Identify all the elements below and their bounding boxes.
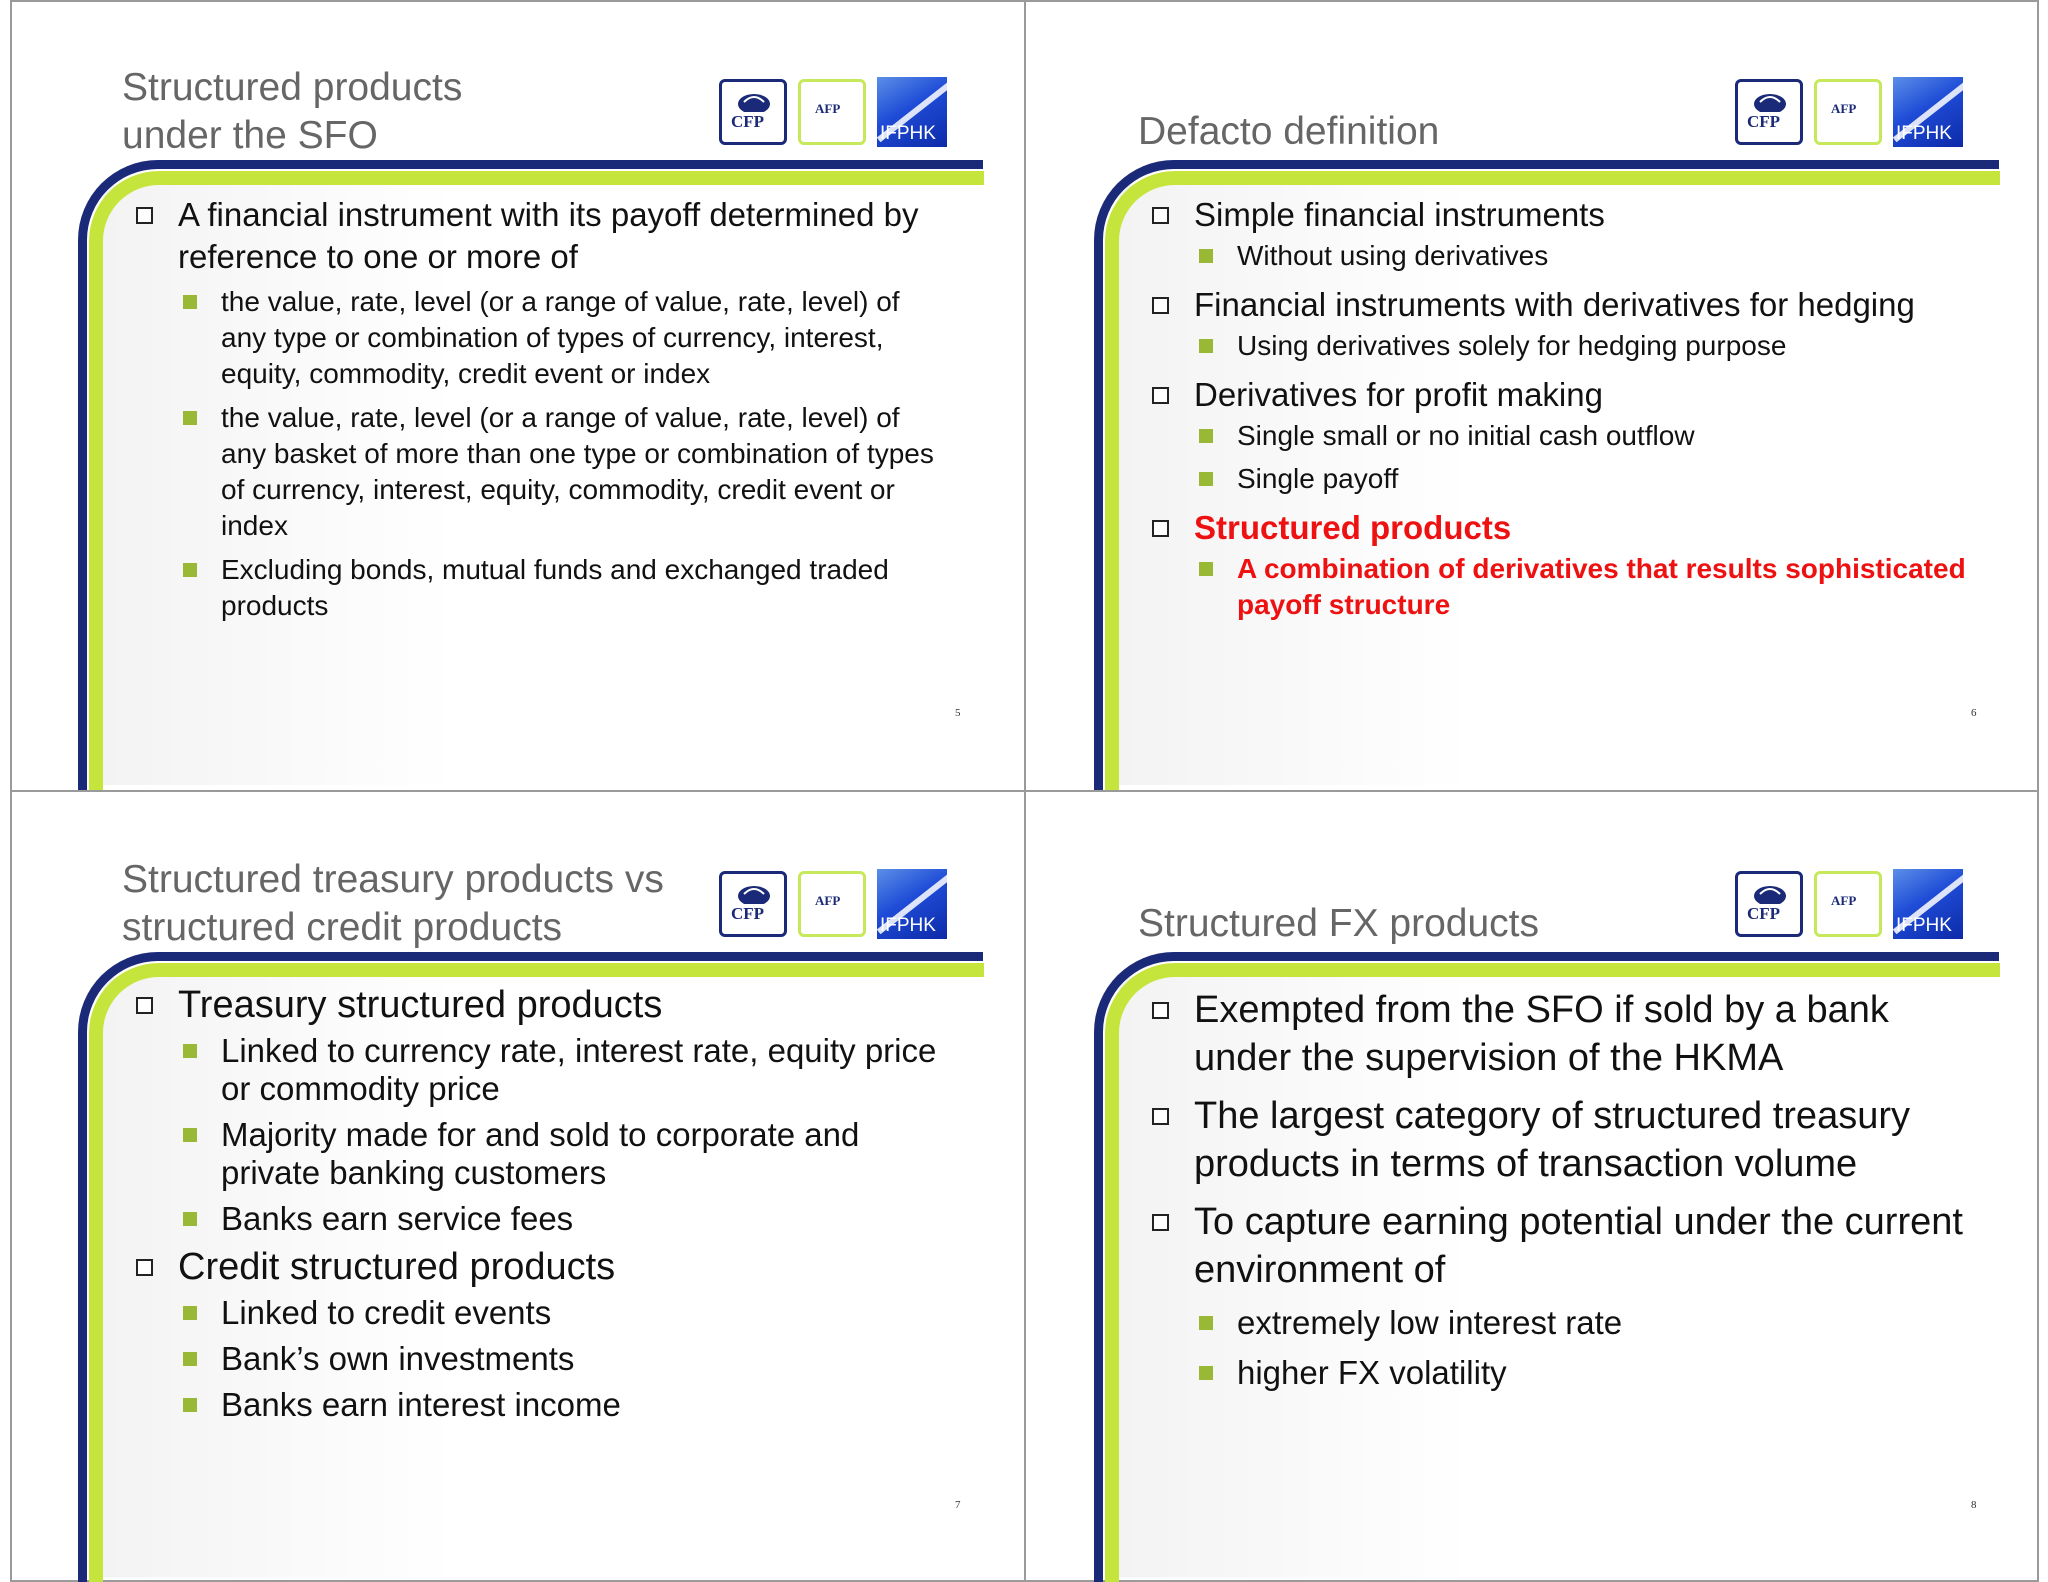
slide-title: [1138, 900, 1539, 948]
bullet-text: Banks earn interest income: [221, 1386, 621, 1423]
afp-logo: [1814, 871, 1882, 937]
ifphk-logo-text: IFPHK: [880, 123, 936, 144]
bullet-text: Bank’s own investments: [221, 1340, 575, 1377]
cfp-logo: [1735, 871, 1803, 937]
ifphk-logo-text: IFPHK: [1896, 123, 1952, 144]
ifphk-logo: [1893, 869, 1963, 939]
page-number: 8: [1971, 1499, 1977, 1511]
bullet-text: Single payoff: [1237, 463, 1399, 494]
bullet-level-1: [1148, 1092, 1968, 1188]
bullet-text: To capture earning potential under the current environment of: [1194, 1201, 1963, 1291]
bullet-level-1: [1148, 1198, 1968, 1294]
bullet-text: Credit structured products: [178, 1246, 616, 1288]
bullet-level-2: [132, 1340, 952, 1378]
bullet-text: Banks earn service fees: [221, 1200, 574, 1237]
bullet-text: Exempted from the SFO if sold by a bank under the supervision of the HKMA: [1194, 989, 1889, 1079]
afp-logo-text: AFP: [815, 101, 841, 116]
bullet-level-2: [132, 552, 952, 624]
bullet-text: Excluding bonds, mutual funds and exchanged traded products: [221, 554, 889, 621]
slide-7: [12, 792, 1030, 1582]
bullet-text: Using derivatives solely for hedging purpose: [1237, 330, 1787, 361]
sponsor-logos: [719, 869, 953, 939]
bullet-level-2: [132, 400, 952, 544]
sponsor-logos: [1735, 869, 1969, 939]
globe-icon: [1750, 882, 1790, 904]
bullet-text: the value, rate, level (or a range of value, rate, level) of any basket of more than one type or combination of types of currency, interest, equity, commodity, credit event or index: [221, 402, 934, 541]
afp-logo: [1814, 79, 1882, 145]
bullet-level-2: [1148, 328, 1968, 364]
sponsor-logos: [1735, 77, 1969, 147]
slide-6: [1028, 0, 2046, 790]
ifphk-logo: [877, 77, 947, 147]
title-line-1: Defacto definition: [1138, 110, 1440, 153]
slide-title: [122, 64, 462, 160]
ifphk-logo-text: IFPHK: [1896, 915, 1952, 936]
page-number: 7: [955, 1499, 961, 1511]
slide-title: [1138, 108, 1439, 156]
bullet-text: higher FX volatility: [1237, 1354, 1507, 1391]
bullet-level-2: [132, 1200, 952, 1238]
ifphk-logo: [1893, 77, 1963, 147]
slide-title: [122, 856, 664, 952]
cfp-logo-text: CFP: [1747, 904, 1781, 923]
slide-8: [1028, 792, 2046, 1582]
bullet-text: Majority made for and sold to corporate and private banking customers: [221, 1116, 860, 1191]
bullet-level-2: [1148, 418, 1968, 454]
bullet-level-2-highlight: [1148, 551, 1968, 623]
bullet-text: Structured products: [1194, 509, 1512, 546]
cfp-logo-text: CFP: [1747, 112, 1781, 131]
slide-content: [1148, 986, 1968, 1394]
bullet-text: Derivatives for profit making: [1194, 376, 1603, 413]
bullet-level-2: [1148, 1352, 1968, 1394]
bullet-level-1-highlight: [1148, 507, 1968, 549]
afp-logo-text: AFP: [1831, 893, 1857, 908]
bullet-level-2: [132, 1116, 952, 1192]
bullet-level-1: [1148, 374, 1968, 416]
bullet-text: Without using derivatives: [1237, 240, 1549, 271]
bullet-level-2: [132, 284, 952, 392]
title-line-1: Structured FX products: [1138, 902, 1540, 945]
title-line-1: Structured products: [122, 66, 463, 109]
cfp-logo: [1735, 79, 1803, 145]
afp-logo-text: AFP: [1831, 101, 1857, 116]
slide-content: [1148, 194, 1968, 623]
slide-content: [132, 194, 952, 624]
globe-icon: [734, 882, 774, 904]
bullet-level-1: [1148, 986, 1968, 1082]
cfp-logo: [719, 79, 787, 145]
ifphk-logo-text: IFPHK: [880, 915, 936, 936]
ifphk-logo: [877, 869, 947, 939]
slide-5: [12, 0, 1030, 790]
page-number: 6: [1971, 707, 1977, 719]
bullet-level-1: [132, 982, 952, 1028]
bullet-level-2: [1148, 1302, 1968, 1344]
bullet-text: Simple financial instruments: [1194, 196, 1605, 233]
bullet-level-2: [1148, 238, 1968, 274]
bullet-text: Linked to credit events: [221, 1294, 552, 1331]
sponsor-logos: [719, 77, 953, 147]
globe-icon: [1750, 90, 1790, 112]
afp-logo: [798, 79, 866, 145]
bullet-level-1: [1148, 194, 1968, 236]
title-line-2: structured credit products: [122, 906, 563, 949]
bullet-text: Linked to currency rate, interest rate, equity price or commodity price: [221, 1032, 937, 1107]
cfp-logo-text: CFP: [731, 112, 765, 131]
bullet-level-2: [1148, 461, 1968, 497]
slide-content: [132, 982, 952, 1424]
bullet-text: A combination of derivatives that results sophisticated payoff structure: [1237, 553, 1966, 620]
bullet-level-2: [132, 1032, 952, 1108]
bullet-text: Financial instruments with derivatives for hedging: [1194, 286, 1915, 323]
title-line-1: Structured treasury products vs: [122, 858, 664, 901]
bullet-level-1: [1148, 284, 1968, 326]
bullet-text: the value, rate, level (or a range of value, rate, level) of any type or combination of types of currency, interest, equity, commodity, credit event or index: [221, 286, 900, 389]
afp-logo-text: AFP: [815, 893, 841, 908]
bullet-level-2: [132, 1294, 952, 1332]
bullet-level-1: [132, 194, 952, 278]
bullet-text: The largest category of structured treasury products in terms of transaction volume: [1194, 1095, 1910, 1185]
bullet-level-1: [132, 1244, 952, 1290]
bullet-text: extremely low interest rate: [1237, 1304, 1623, 1341]
bullet-level-2: [132, 1386, 952, 1424]
afp-logo: [798, 871, 866, 937]
globe-icon: [734, 90, 774, 112]
bullet-text: Single small or no initial cash outflow: [1237, 420, 1695, 451]
bullet-text: Treasury structured products: [178, 984, 663, 1026]
page-number: 5: [955, 707, 961, 719]
cfp-logo: [719, 871, 787, 937]
title-line-2: under the SFO: [122, 114, 378, 157]
bullet-text: A financial instrument with its payoff determined by reference to one or more of: [178, 196, 919, 275]
cfp-logo-text: CFP: [731, 904, 765, 923]
